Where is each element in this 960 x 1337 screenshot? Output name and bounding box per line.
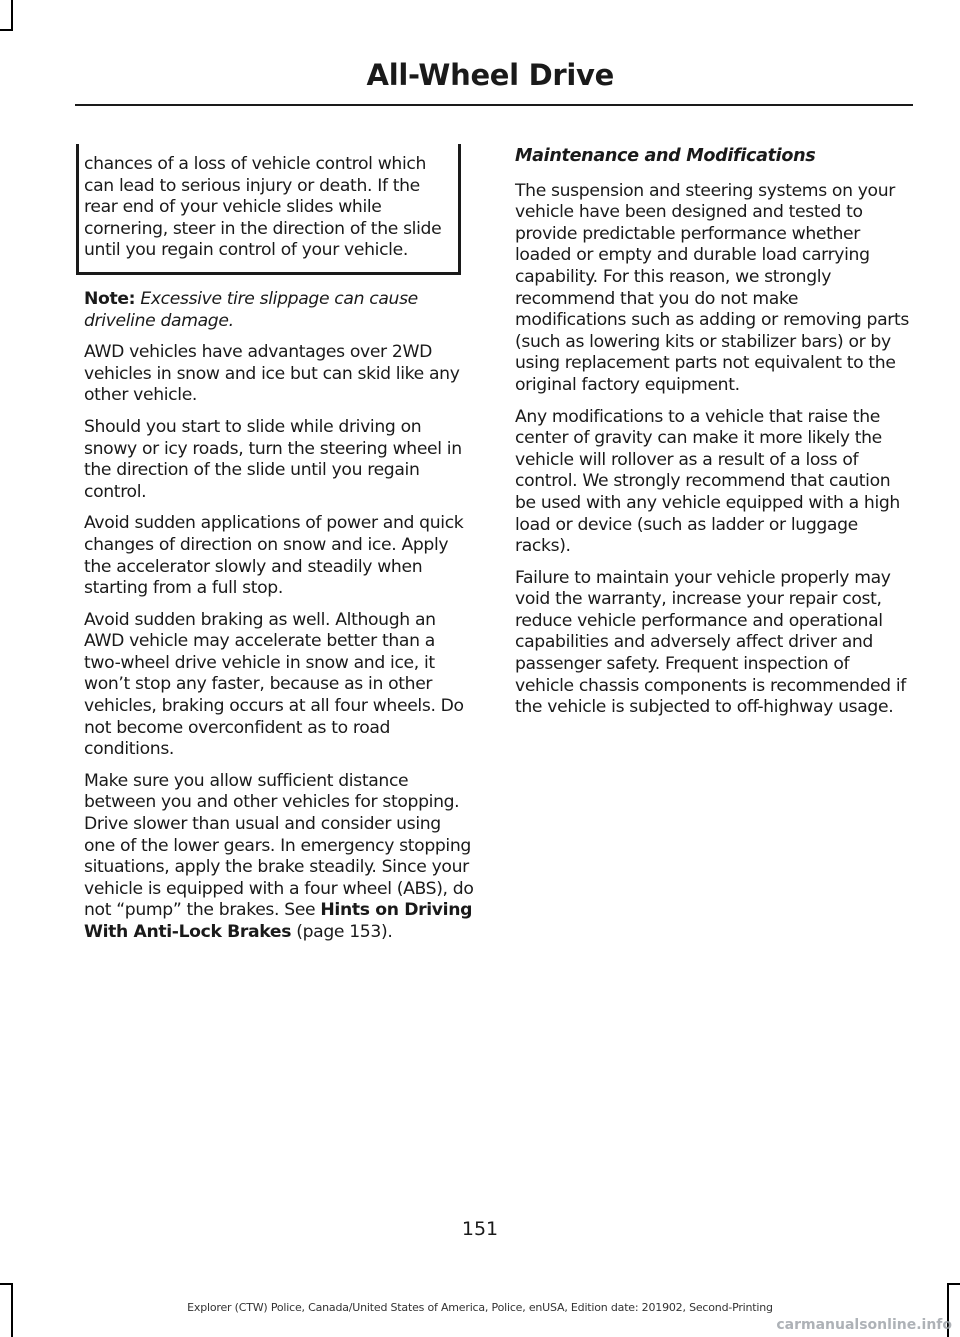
body-paragraph: Any modifications to a vehicle that raise the center of gravity can make it more likely the vehicle will rollover as a result of a loss of control. We strongly recommend that caution be used with any vehicle equipped with a high load or device (such as ladder or luggage racks). <box>515 406 900 557</box>
section-heading: Maintenance and Modifications <box>515 146 816 166</box>
footer-edition-text: Explorer (CTW) Police, Canada/United States of America, Police, enUSA, Edition date: 201902, Second-Printing <box>187 1301 773 1314</box>
body-paragraph: AWD vehicles have advantages over 2WD vehicles in snow and ice but can skid like any other vehicle. <box>84 342 460 406</box>
body-paragraph: Should you start to slide while driving on snowy or icy roads, turn the steering wheel in the direction of the slide until you regain control. <box>84 416 462 502</box>
crop-mark-bottom-left-horizontal <box>0 1283 13 1285</box>
cross-reference-page: (page 153). <box>291 922 393 942</box>
body-paragraph: Failure to maintain your vehicle properly may void the warranty, increase your repair cost, reduce vehicle performance and operational capabilities and adversely affect driver and passenger safety. Frequent inspection of vehicle chassis components is recommended if the vehicle is subjected to off-highway usage. <box>515 567 906 718</box>
note-paragraph <box>84 289 474 332</box>
page-section-title: All-Wheel Drive <box>366 58 614 92</box>
warning-box-text: chances of a loss of vehicle control which can lead to serious injury or death. If the rear end of your vehicle slides while cornering, steer in the direction of the slide until you regain control of your vehicle. <box>84 154 442 261</box>
warning-box <box>76 144 461 275</box>
page-number: 151 <box>461 1218 499 1240</box>
body-paragraph-text: Make sure you allow sufficient distance between you and other vehicles for stopping. Drive slower than usual and consider using one of the lower gears. In emergency stopping situations, apply the brake steadily. Since your vehicle is equipped with a four wheel (ABS), do not “pump” the brakes. See <box>84 770 474 921</box>
left-column <box>84 155 474 954</box>
body-paragraph: Avoid sudden applications of power and quick changes of direction on snow and ice. Apply the accelerator slowly and steadily when starting from a full stop. <box>84 513 464 599</box>
body-paragraph: The suspension and steering systems on your vehicle have been designed and tested to provide predictable performance whether loaded or empty and durable load carrying capability. For this reason, we strongly recommend that you do not make modifications such as adding or removing parts (such as lowering kits or stabilizer bars) or by using replacement parts not equivalent to the original factory equipment. <box>515 180 909 395</box>
cross-reference-link[interactable]: Hints on Driving With Anti-Lock Brakes <box>84 900 473 942</box>
crop-mark-top-left-horizontal <box>0 29 13 31</box>
note-label: Note: <box>84 288 136 309</box>
watermark-text: carmanualsonline.info <box>776 1317 952 1333</box>
right-column <box>515 146 911 729</box>
note-text: Excessive tire slippage can cause driveline damage. <box>84 288 418 331</box>
crop-mark-bottom-right-horizontal <box>947 1283 960 1285</box>
body-paragraph: Avoid sudden braking as well. Although an AWD vehicle may accelerate better than a two-wheel drive vehicle in snow and ice, it won’t stop any faster, because as in other vehicles, braking occurs at all four wheels. Do not become overconfident as to road conditions. <box>84 609 464 760</box>
header-divider <box>75 104 913 106</box>
body-paragraph-with-reference <box>84 771 474 944</box>
crop-mark-top-left-vertical <box>11 0 13 30</box>
